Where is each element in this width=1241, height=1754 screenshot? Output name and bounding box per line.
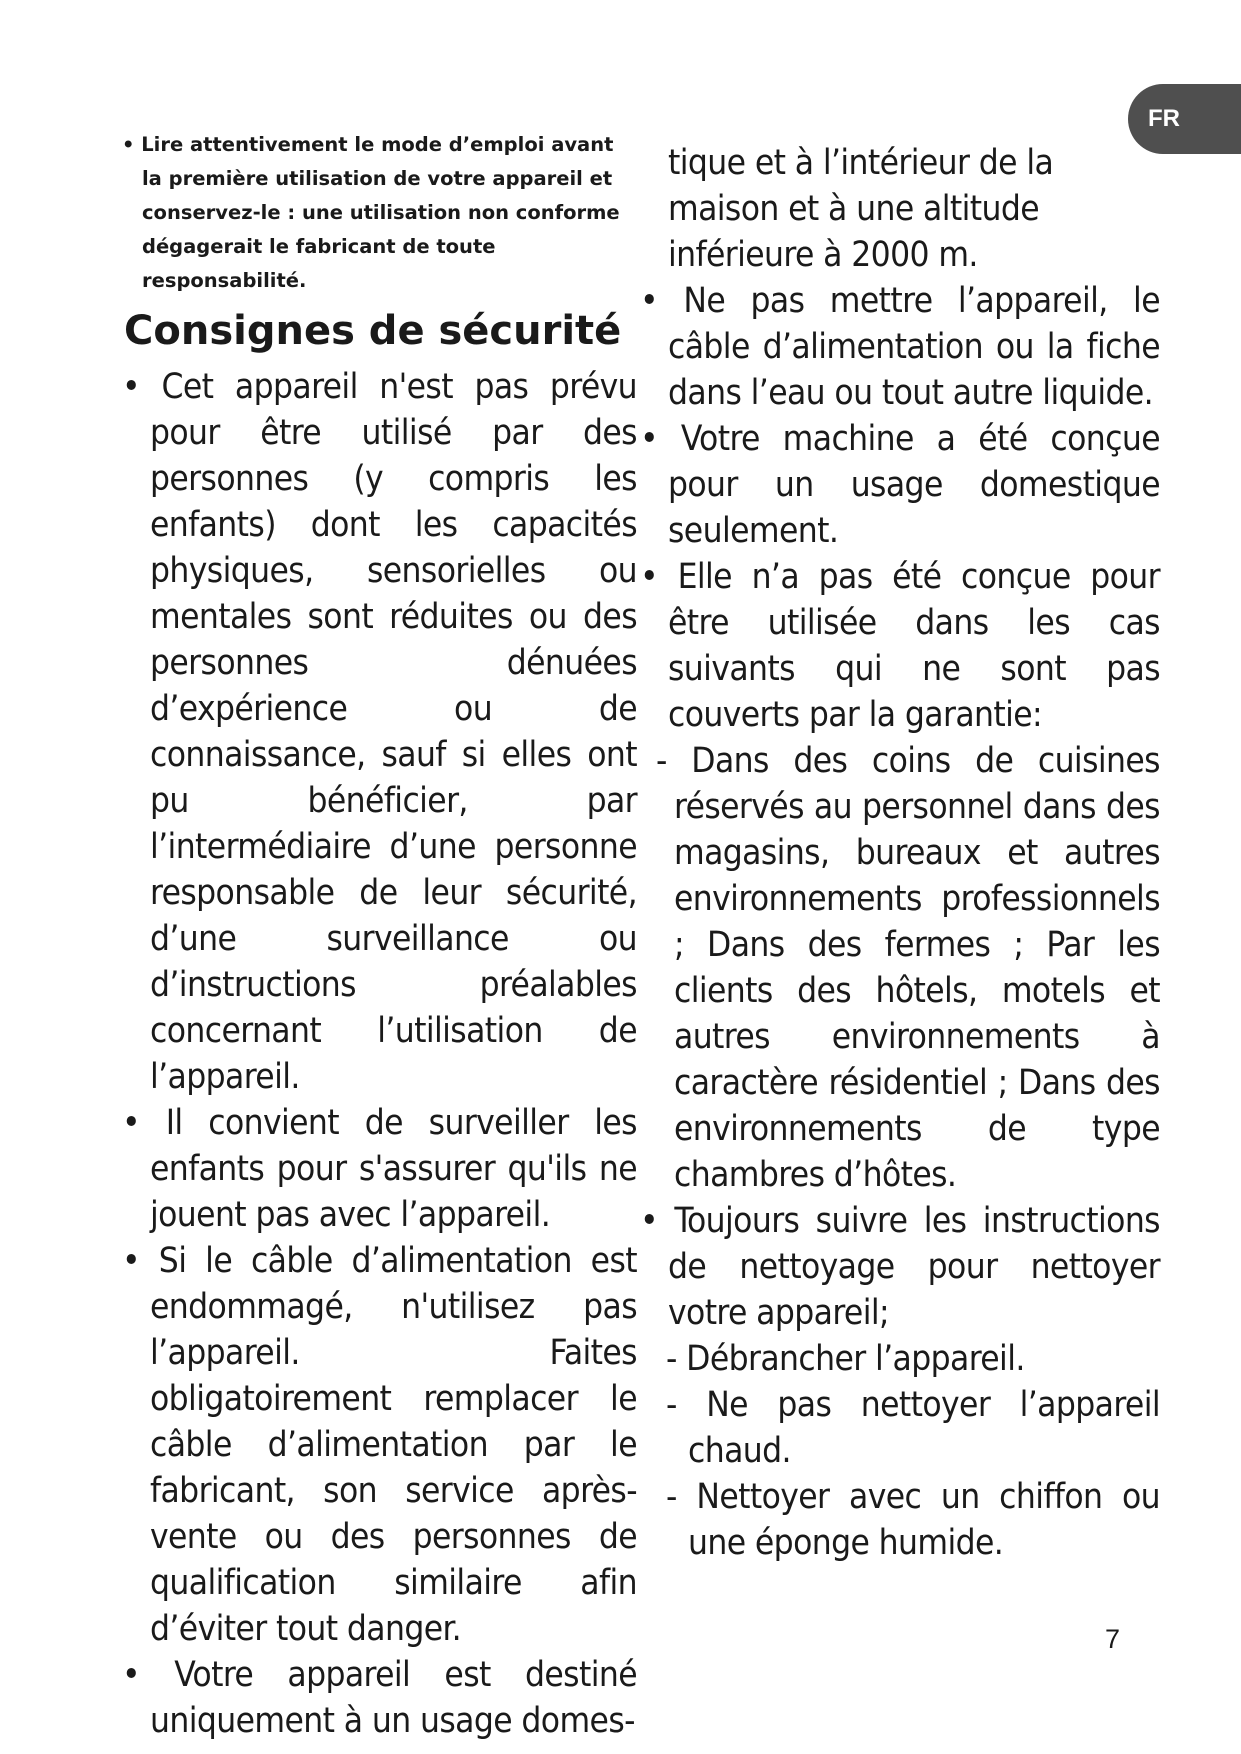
left-column <box>122 128 637 1744</box>
exclusion-dash-item: - Dans des coins de cuisines réservés au personnel dans des magasins, bureaux et autres environnements professionnels ; Dans des fermes ; Par les clients des hôtels, motels et autres environnements à caractère résidentiel ; Dans des environnements de type chambres d’hôtes. <box>656 741 1160 1195</box>
safety-item: • Si le câble d’alimentation est endommagé, n'utilisez pas l’appareil. Faites obligatoirement remplacer le câble d’alimentation par le fabricant, son service après-vente ou des personnes de qualification similaire afin d’éviter tout danger. <box>122 1241 637 1649</box>
cleaning-step: - Débrancher l’appareil. <box>666 1339 1025 1379</box>
safety-list-right <box>640 140 1160 1566</box>
safety-item: • Votre appareil est destiné uniquement à un usage domes- <box>122 1655 637 1741</box>
safety-item: • Ne pas mettre l’appareil, le câble d’alimentation ou la fiche dans l’eau ou tout autre liquide. <box>640 281 1160 413</box>
cleaning-step: - Ne pas nettoyer l’appareil chaud. <box>666 1385 1160 1471</box>
section-heading: Consignes de sécurité <box>124 308 622 354</box>
safety-item: • Cet appareil n'est pas prévu pour être utilisé par des personnes (y compris les enfants) dont les capacités physiques, sensorielles ou mentales sont réduites ou des personnes dénuées d’expérience ou de connaissance, sauf si elles ont pu bénéficier, par l’intermédiaire d’une personne responsable de leur sécurité, d’une surveillance ou d’instructions préalables concernant l’utilisation de l’appareil. <box>122 367 637 1097</box>
cleaning-step: - Nettoyer avec un chiffon ou une éponge humide. <box>666 1477 1160 1563</box>
continued-text: tique et à l’intérieur de la maison et à une altitude inférieure à 2000 m. <box>668 143 1054 275</box>
safety-list-left <box>122 364 637 1744</box>
safety-item: • Elle n’a pas été conçue pour être utilisée dans les cas suivants qui ne sont pas couverts par la garantie: <box>640 557 1160 735</box>
safety-item: • Il convient de surveiller les enfants pour s'assurer qu'ils ne jouent pas avec l’appareil. <box>122 1103 637 1235</box>
page-number: 7 <box>1105 1624 1121 1654</box>
language-label: FR <box>1148 105 1180 132</box>
intro-bullet: • Lire attentivement le mode d’emploi avant la première utilisation de votre appareil et conservez-le : une utilisation non conforme dégagerait le fabricant de toute responsabilité. <box>122 133 620 292</box>
safety-item: • Toujours suivre les instructions de nettoyage pour nettoyer votre appareil; <box>640 1201 1160 1333</box>
safety-item: • Votre machine a été conçue pour un usage domestique seulement. <box>640 419 1160 551</box>
intro-paragraph <box>122 128 637 298</box>
right-column <box>640 140 1160 1566</box>
